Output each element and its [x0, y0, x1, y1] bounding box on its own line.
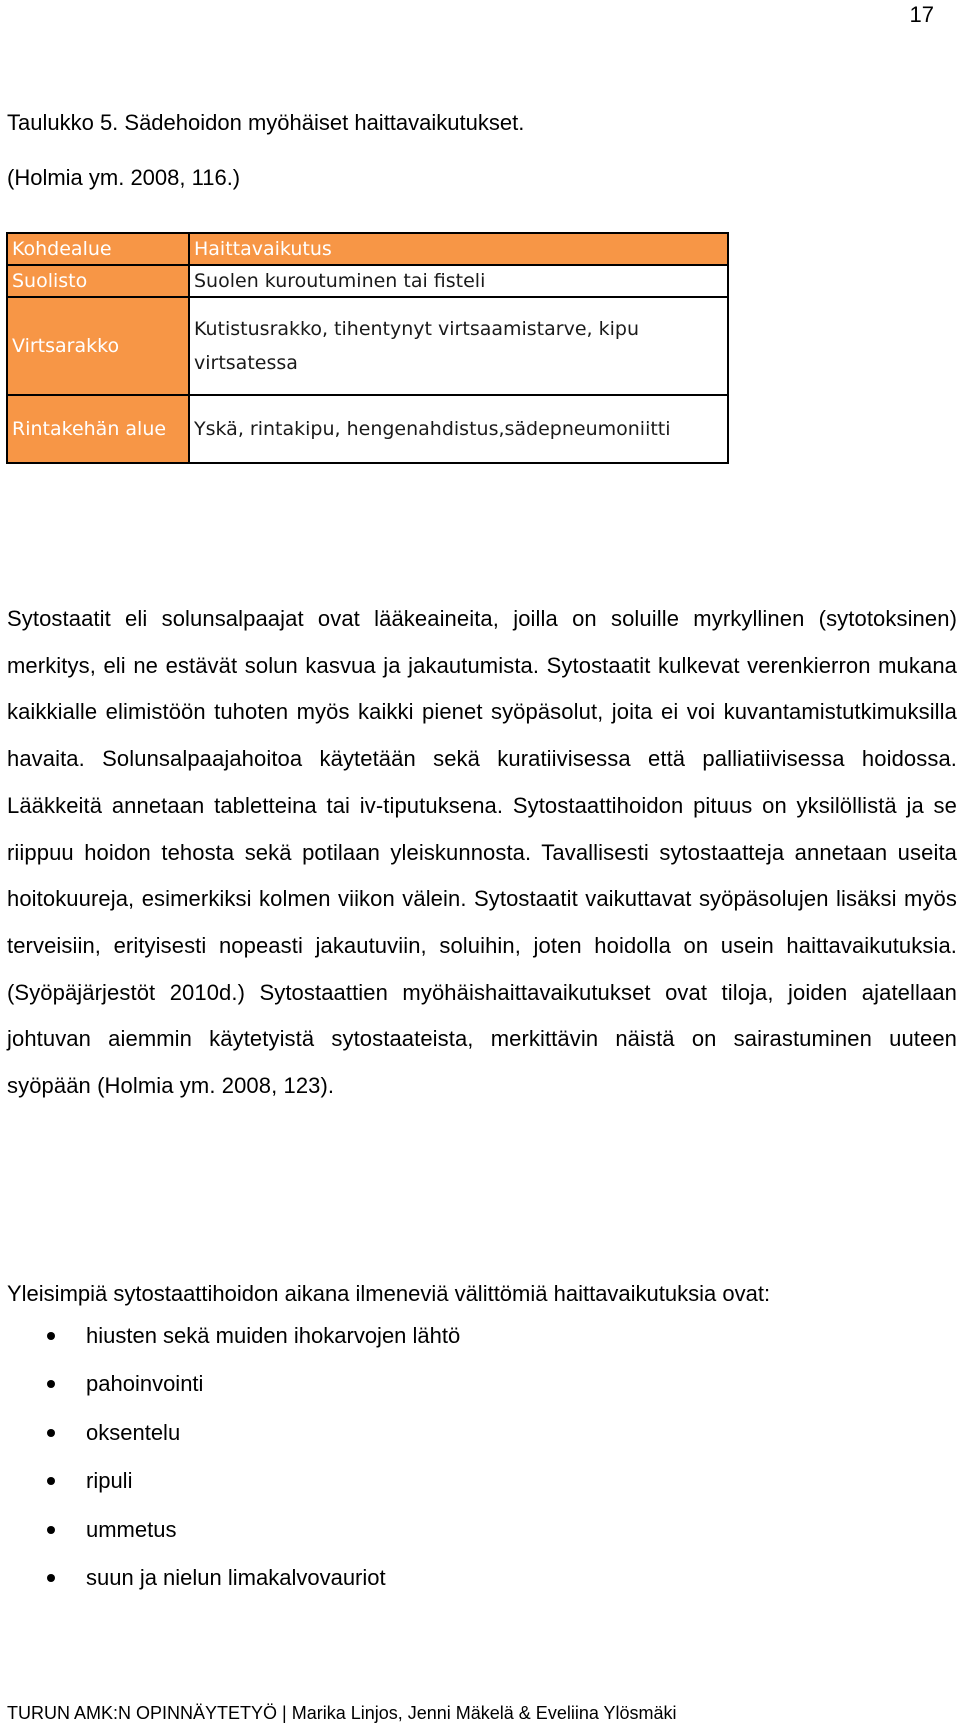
row-area: Virtsarakko: [7, 297, 189, 395]
list-item: [0, 1468, 460, 1516]
header-area: Kohdealue: [7, 233, 189, 265]
table-caption: Taulukko 5. Sädehoidon myöhäiset haittavaikutukset.: [7, 110, 525, 135]
row-area: Suolisto: [7, 265, 189, 297]
list-item: [0, 1323, 460, 1371]
list-item-text: oksentelu: [86, 1419, 181, 1445]
bullet-icon: [47, 1429, 55, 1437]
bullet-icon: [47, 1574, 55, 1582]
list-item: [0, 1517, 460, 1565]
list-item-text: suun ja nielun limakalvovauriot: [86, 1564, 386, 1590]
page-footer: TURUN AMK:N OPINNÄYTETYÖ | Marika Linjos, Jenni Mäkelä & Eveliina Ylösmäki: [7, 1703, 677, 1723]
table-row: [7, 265, 728, 297]
list-item-text: ummetus: [86, 1516, 177, 1542]
row-area: Rintakehän alue: [7, 395, 189, 463]
table-header-row: [7, 233, 728, 265]
side-effects-list: [0, 1323, 460, 1613]
table-source: (Holmia ym. 2008, 116.): [7, 165, 241, 190]
table-row: [7, 395, 728, 463]
bullet-icon: [47, 1380, 55, 1388]
list-item: [0, 1371, 460, 1419]
header-effect: Haittavaikutus: [189, 233, 728, 265]
table-row: [7, 297, 728, 395]
bullet-icon: [47, 1526, 55, 1534]
row-effect: Kutistusrakko, tihentynyt virtsaamistarve, kipu virtsatessa: [189, 297, 728, 395]
list-item-text: ripuli: [86, 1468, 133, 1494]
list-item-text: pahoinvointi: [86, 1371, 204, 1397]
body-paragraph: Sytostaatit eli solunsalpaajat ovat lääkeaineita, joilla on soluille myrkyllinen (sytotoksinen) merkitys, eli ne estävät solun kasvua ja jakautumista. Sytostaatit kulkevat verenkierron mukana kaikkialle elimistöön tuhoten myös kaikki pienet syöpäsolut, joita ei voi kuvantamistutkimuksilla havaita. Solunsalpaajahoitoa käytetään sekä kuratiivisessa että palliatiivisessa hoidossa. Lääkkeitä annetaan tabletteina tai iv-tiputuksena. Sytostaattihoidon pituus on yksilöllistä ja se riippuu hoidon tehosta sekä potilaan yleiskunnosta. Tavallisesti sytostaatteja annetaan useita hoitokuureja, esimerkiksi kolmen viikon välein. Sytostaatit vaikuttavat syöpäsolujen lisäksi myös terveisiin, erityisesti nopeasti jakautuviin, soluihin, joten hoidolla on usein haittavaikutuksia. (Syöpäjärjestöt 2010d.) Sytostaattien myöhäishaittavaikutukset ovat tiloja, joiden ajatellaan johtuvan aiemmin käytetyistä sytostaateista, merkittävin näistä on sairastuminen uuteen syöpään (Holmia ym. 2008, 123).: [7, 606, 957, 1099]
list-item-text: hiusten sekä muiden ihokarvojen lähtö: [86, 1323, 461, 1348]
list-item: [0, 1420, 460, 1468]
page-number: 17: [909, 2, 934, 27]
row-effect: Suolen kuroutuminen tai fisteli: [189, 265, 728, 297]
row-effect: Yskä, rintakipu, hengenahdistus,sädepneumoniitti: [189, 395, 728, 463]
list-intro: Yleisimpiä sytostaattihoidon aikana ilmeneviä välittömiä haittavaikutuksia ovat:: [7, 1281, 771, 1306]
bullet-icon: [47, 1477, 55, 1485]
bullet-icon: [47, 1332, 55, 1340]
side-effects-table: [6, 232, 729, 464]
list-item: [0, 1565, 460, 1613]
